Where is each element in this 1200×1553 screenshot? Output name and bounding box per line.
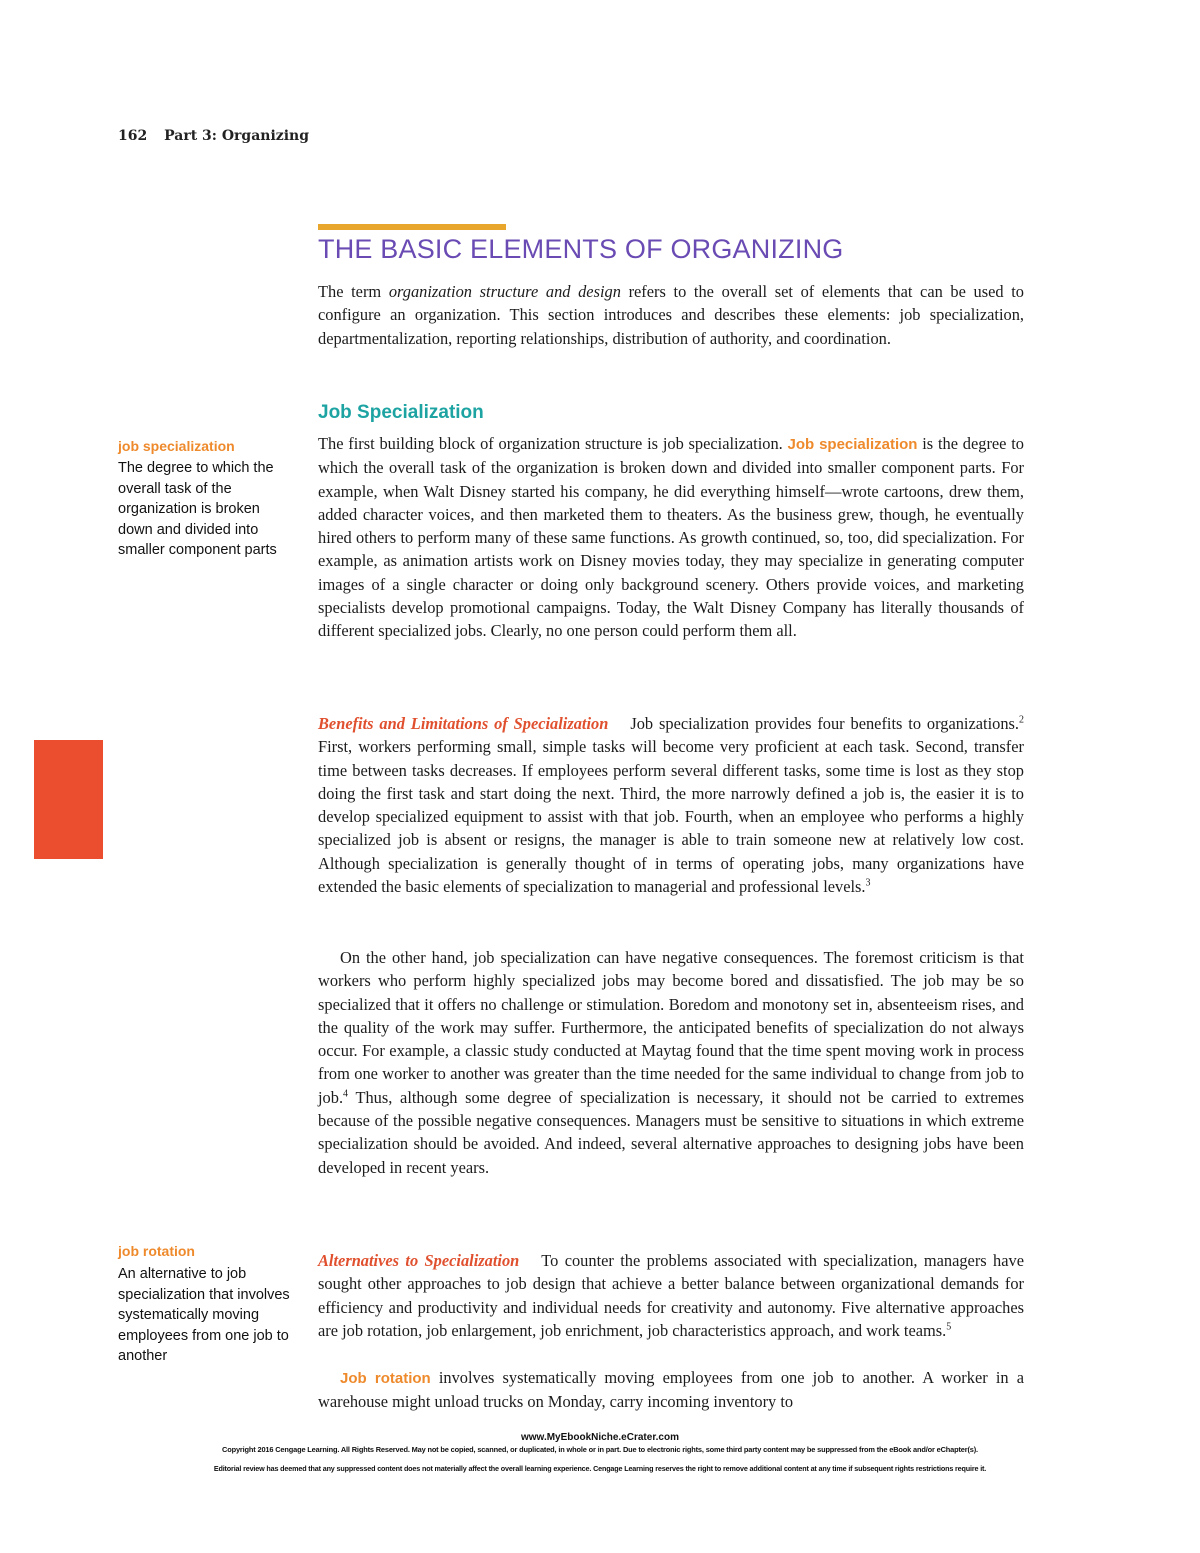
footnote-ref: 4 <box>343 1088 349 1100</box>
margin-term-job-rotation: job rotation <box>118 1243 195 1259</box>
p2-text-b: First, workers performing small, simple tasks will become very proficient at each task. Second, transfer time between tasks decreases. If employees perform several different tasks, some time is lost as they stop doing the first task and start doing the next. Third, the more narrowly defined a job is, the easier it is to develop specialized equipment to assist with that job. Fourth, when an employee who performs a highly specialized job is absent or resigns, the manager is able to train someone new at relatively low cost. Although specialization is generally thought of in terms of operating jobs, many organizations have extended the basic elements of specialization to managerial and professional levels. <box>318 737 1024 897</box>
margin-definition-job-rotation: An alternative to job specialization that involves systematically moving employees from one job to another <box>118 1266 290 1364</box>
footnote-ref: 2 <box>1019 714 1025 726</box>
chapter-title: THE BASIC ELEMENTS OF ORGANIZING <box>318 234 844 264</box>
p4-text-a: To counter the problems associated with specialization, managers have sought other approaches to job design that achieve a better balance between organizational demands for efficiency and productivity and individual needs for creativity and autonomy. Five alternative approaches are job rotation, job enlargement, job enrichment, job characteristics approach, and work teams. <box>318 1251 1024 1340</box>
paragraph-negative-consequences <box>318 946 1024 1179</box>
footnote-ref: 5 <box>946 1321 952 1333</box>
intro-text-b: refers to the overall set of elements that can be used to configure an organization. This section introduces and describes these elements: job specialization, departmentalization, reporting relationships, distribution of authority, and coordination. <box>318 282 1024 348</box>
page-number: 162 <box>118 128 148 144</box>
chapter-tab-marker <box>34 740 103 859</box>
paragraph-job-specialization <box>318 432 1024 643</box>
footer-url: www.MyEbookNiche.eCrater.com <box>520 1432 679 1443</box>
footer-notice: Editorial review has deemed that any suppressed content does not materially affect the overall learning experience. Cengage Learning reserves the right to remove additional content at any time if subsequent rights restrictions require it. <box>213 1464 987 1473</box>
p2-text-a: Job specialization provides four benefits to organizations. <box>630 714 1020 733</box>
intro-emphasis: organization structure and design <box>388 282 621 301</box>
margin-term-job-specialization: job specialization <box>118 438 235 454</box>
paragraph-benefits <box>318 712 1024 898</box>
run-in-head-alternatives: Alternatives to Specialization <box>318 1251 520 1270</box>
footnote-ref: 3 <box>865 877 871 889</box>
p5-text: involves systematically moving employees from one job to another. A worker in a warehouse might unload trucks on Monday, carry incoming inventory to <box>318 1368 1024 1412</box>
run-in-head-benefits: Benefits and Limitations of Specialization <box>318 714 609 733</box>
p3-text-a: On the other hand, job specialization can have negative consequences. The foremost criticism is that workers who perform highly specialized jobs may become bored and dissatisfied. The job may be so specialized that it offers no challenge or stimulation. Boredom and monotony set in, absenteeism rises, and the quality of the work may suffer. Furthermore, the anticipated benefits of specialization do not always occur. For example, a classic study conducted at Maytag found that the time spent moving work in process from one worker to another was greater than the time needed for the same individual to change from job to job. <box>318 948 1024 1107</box>
footer-copyright: Copyright 2016 Cengage Learning. All Rights Reserved. May not be copied, scanned, or duplicated, in whole or in part. Due to electronic rights, some third party content may be suppressed from the eBook and/or eChapter(s). <box>222 1445 978 1454</box>
running-head <box>118 128 309 144</box>
section-heading: Job Specialization <box>318 402 484 423</box>
paragraph-alternatives <box>318 1249 1024 1342</box>
intro-text-a: The term <box>318 282 389 301</box>
intro-paragraph <box>318 280 1024 350</box>
paragraph-job-rotation <box>318 1366 1024 1414</box>
part-title: Part 3: Organizing <box>164 128 309 144</box>
keyword-job-rotation: Job rotation <box>340 1370 431 1387</box>
p1-text-a: The first building block of organization structure is job specialization. <box>318 434 788 453</box>
keyword-job-specialization: Job specialization <box>787 436 918 453</box>
p1-text-b: is the degree to which the overall task of the organization is broken down and divided into smaller component parts. For example, when Walt Disney started his company, he did everything himself—wrote cartoons, drew them, added character voices, and then marketed them to theaters. As the business grew, though, he eventually hired others to perform many of these same functions. As growth continued, so, too, did specialization. For example, as animation artists work on Disney movies today, they may specialize in generating computer images of a single character or doing only background scenery. Others provide voices, and marketing specialists develop promotional campaigns. Today, the Walt Disney Company has literally thousands of different specialized jobs. Clearly, no one person could perform them all. <box>318 434 1024 641</box>
title-accent-rule <box>318 224 506 230</box>
margin-definition-job-specialization: The degree to which the overall task of the organization is broken down and divided into smaller component parts <box>118 460 277 558</box>
p3-text-b: Thus, although some degree of specialization is necessary, it should not be carried to extremes because of the possible negative consequences. Managers must be sensitive to situations in which extreme specialization should be avoided. And indeed, several alternative approaches to designing jobs have been developed in recent years. <box>318 1087 1024 1177</box>
